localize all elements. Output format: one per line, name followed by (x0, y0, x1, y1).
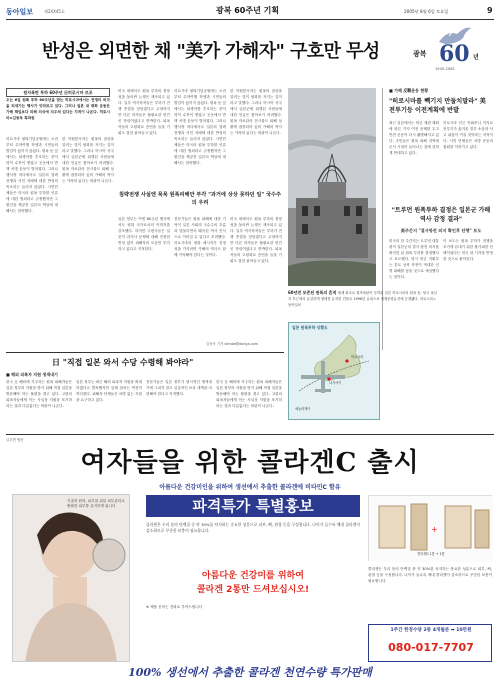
article-column-6: 미국 내에서도 원폭 투하의 정당성을 둘러싼 논쟁은 계속되고 있다. 일부 역사학자들은 투하가 전쟁 종결을 앞당겼다고 주장하지만 다른 학자들은 불필요한 민간인 학살이었다고 반박한다. 피폭자들의 고령화로 증언을 들을 기회도 점점 줄어들고 있다. (230, 217, 282, 263)
ad-headline: 여자들을 위한 콜라겐C 출시 (80, 448, 420, 478)
photo-caption-title: 60년전 보존된 원폭의 흔적 (288, 290, 337, 295)
photo-caption-text: 세계 최초로 원자폭탄이 투하된 일본 히로시마의 원폭 돔. 당시 폭심지 부근에서 유일하게 형태를 유지한 건물로 1996년 유네스코 세계문화유산에 등재됐다. 히로시마=동아일보 (288, 291, 437, 307)
main-headline: 반성은 외면한 채 "美가 가해자" 구호만 무성 (42, 41, 380, 62)
right-article-body-4: 이 보도는 원폭 투하가 전쟁을 조기에 끝내기 위한 불가피한 선택이었다는 미국 내 시각을 반영한 것으로 풀이된다. (443, 239, 493, 261)
ad-product-image (368, 495, 492, 561)
map-title: 일본 원폭투하 상황도 (292, 325, 328, 330)
article-column-4: 일본 정부는 이번 60주년 행사에서도 평화 국가로서의 이미지를 강조했다. 하지만 주변국들은 일본이 과거사 문제에 대해 진정한 반성 없이 피해자의 모습만 부각하고 있다고 지적한다. (118, 217, 170, 251)
bottom-article-title: 日 "직접 일본 와서 수당 수령해 봐야라" (52, 358, 194, 367)
anniversary-number: 60 (439, 41, 470, 67)
section-title: 광복 60주년 기획 (216, 6, 280, 15)
ad-model-caption: 기술비 탄력, 피부를 위한 피부관리로 팔팔한 피부를 유지하게 됩니다 (67, 499, 125, 508)
section-rule (6, 352, 284, 353)
bottom-article-body-4: 한국 등 해외에 거주하는 원폭 피해자들은 일본 정부의 지원을 받기 위해 직접 일본을 방문해야 하는 불편을 겪고 있다. 고령의 피폭자들에게 이는 사실상 지원을 포기하라는 것과 다름없다는 비판이 나온다. (216, 380, 282, 408)
article-subhead: 침략전쟁 사실엔 묵묵 원폭피해만 부각 "과거에 상상 못하던 일" 국수주의 우려 (119, 192, 281, 206)
ad-price-text: 1주간 한정수량 2통 4개월분 ➡ 10만원 (390, 628, 472, 633)
article-column-3: 미국 내에서도 원폭 투하의 정당성을 둘러싼 논쟁은 계속되고 있다. 일부 역사학자들은 투하가 전쟁 종결을 앞당겼다고 주장하지만 다른 학자들은 불필요한 민간인 학살이었다고 반박한다. 피폭자들의 고령화로 증언을 들을 기회도 점점 줄어들고 있다. (118, 89, 170, 135)
issue-number: 제2XX45호 (44, 9, 65, 14)
ad-body: 콜라겐은 우리 몸의 단백질 중 약 30%를 차지하는 중요한 성분으로 피부, 뼈, 관절 등을 구성합니다. 나이가 들수록 체내 콜라겐이 감소하므로 꾸준한 보충이 필요합니다. (146, 522, 360, 533)
right-article-body-2: 히로시마 인근 이와쿠니 기지로 전투기가 옮겨올 경우 소음과 사고 위험이 커질 것이라는 지적이다. 시민 단체들은 서명 운동과 집회를 이어가고 있다. (443, 121, 493, 149)
map-label-nagasaki: 나가사키 (329, 381, 342, 385)
right-article-subtitle-2: 美주간지 "결사항전 의지 확인후 단행" 보도 (400, 228, 482, 233)
article-column-5: 전문가들은 원폭 피해에 대한 기억이 일본 사회의 국수주의 흐름과 맞물리면서 왜곡된 역사 인식으로 이어질 수 있다고 우려했다. 히로시마의 평화 메시지가 진정성을 가지려면 가해의 역사도 함께 기억해야 한다는 것이다. (174, 217, 226, 257)
ad-event-line-1: 아름다운 건강미를 위하여 (202, 571, 304, 581)
anniversary-suffix: 년 (473, 54, 479, 61)
genbaku-dome-photo (288, 88, 376, 286)
bombing-map (288, 322, 380, 420)
right-article-body-3: 미국의 한 주간지는 트루먼 대통령이 일본군의 결사 항전 의지를 확인한 뒤 원폭 투하를 결정했다고 보도했다. 당시 미군 지휘부는 본토 상륙 작전이 막대한 인명 피해를 낳을 것으로 예상했다는 것이다. (389, 239, 439, 279)
ad-subline: 아름다운 건강미인을 위하여 생선에서 추출한 콜라겐에 비타민C 함유 (159, 484, 341, 491)
bottom-article (6, 358, 284, 428)
article-column-2: 한 자원봉사자는 원폭의 참상을 알리는 것이 평화를 지키는 길이라고 말했다. 그러나 아시아 각국에서 일본군에 희생된 사람들에 대한 언급은 찾아보기 어려웠다. 원폭 자료관의 전시물도 피해 상황에 집중되어 있어 가해의 역사는 가려져 있다는 비판이 나온다. (62, 137, 114, 183)
newspaper-logo: 동아일보 (6, 7, 34, 16)
photo-caption (288, 290, 438, 316)
ad-notes: ※ 제품 문의는 전화로 부탁드립니다 (146, 605, 203, 609)
bottom-article-sub: ■ 해외 피폭자 지원 생색내기 (6, 372, 58, 377)
ad-event-line-2: 콜라겐 2통만 드셔보십시오! (196, 585, 310, 595)
right-article-kicker: ■ 가해 反戰운동 현황 (389, 88, 429, 93)
anniversary-logo (413, 24, 493, 76)
collagen-ad (6, 438, 494, 686)
article-column-1: 히로시마 평화기념공원에는 오전부터 수학여행 학생과 시민들의 발길이 끊이지 않았다. 원폭 돔 앞에서는 희생자를 추모하는 종이학이 수북이 쌓였고 곳곳에서 반핵 서명 운동이 벌어졌다. 그러나 행사장 어디에서도 일본의 침략 전쟁과 식민 지배에 대한 반성의 목소리는 들리지 않았다. 시민단체들은 미국의 원폭 투하를 인류에 대한 범죄라고 규정했지만 그 원인을 제공한 일본의 책임에 대해서는 침묵했다. (6, 137, 58, 213)
ad-tag: 클루겐 협찬 (6, 438, 24, 442)
right-article-title-2: "트루먼 원폭투하 결정은 일본군 가해역사 감정 결과" (391, 207, 491, 223)
article-lead: 오는 6일 원폭 투하 60주년을 맞는 히로시마에서는 전쟁의 비극을 되새기는 행사가 잇따르고 있다. 그러나 일본 내 평화 운동은 가해 책임보다 피해 의식에 치우쳐 있다는 지적이 나온다. 히로시마=김동욱 특파원 (6, 98, 110, 120)
article-byline: 김동욱 기자 kimdw@donga.com (206, 342, 258, 346)
bottom-article-body-3: 전문가들은 일본 정부가 형식적인 생색내기에 그치지 말고 실질적인 보상 대책을 마련해야 한다고 지적했다. (146, 380, 212, 396)
svg-text:+: + (431, 525, 438, 534)
article-column-3c: 한 자원봉사자는 원폭의 참상을 알리는 것이 평화를 지키는 길이라고 말했다. 그러나 아시아 각국에서 일본군에 희생된 사람들에 대한 언급은 찾아보기 어려웠다. 원폭 자료관의 전시물도 피해 상황에 집중되어 있어 가해의 역사는 가려져 있다는 비판이 나온다. (230, 89, 282, 135)
ad-divider (6, 434, 494, 435)
ad-model-image (12, 494, 130, 662)
map-graphic (289, 331, 381, 419)
bottom-article-body-1: 한국 등 해외에 거주하는 원폭 피해자들은 일본 정부의 지원을 받기 위해 직접 일본을 방문해야 하는 불편을 겪고 있다. 고령의 피폭자들에게 이는 사실상 지원을 포기하라는 것과 다름없다는 비판이 나온다. (6, 380, 72, 408)
map-label-hiroshima: 히로시마 (351, 355, 364, 359)
left-article (6, 88, 284, 350)
header-rule (6, 19, 494, 20)
issue-date: 2005년 8월 6일 토요일 (404, 9, 449, 14)
anniversary-label: 광복 (413, 50, 427, 58)
page-number: 9 (487, 6, 493, 15)
bottom-article-body-2: 일본 정부는 최근 해외 피폭자 지원을 확대하겠다고 발표했지만 실제 절차는 여전히 까다롭다. 피해자 단체들은 차별 없는 지원을 요구하고 있다. (76, 380, 142, 402)
ad-product-caption: 콜라겐C 1통 + 1통 (417, 552, 445, 556)
ad-price-box (368, 624, 492, 662)
ad-product-details: 콜라겐은 우리 몸의 단백질 중 약 30%를 차지하는 중요한 성분으로 피부, 뼈, 관절 등을 구성합니다. 나이가 들수록 체내 콜라겐이 감소하므로 꾸준한 보충이 필요합니다. (368, 567, 492, 583)
right-article-body-1: 최근 일본에서는 미군 재편 계획에 따른 기지 이전 문제를 두고 반전 운동이 다시 활발해지고 있다. 주민들은 원폭 피해 지역에 군사 시설이 늘어나는 것에 강하게 반대하고 있다. (389, 121, 439, 155)
article-kicker: 원자폭탄 투하 60주년 日히로시마 르포 (6, 88, 110, 97)
ad-phone-number[interactable]: 080-017-7707 (388, 641, 474, 654)
article-column-3b: 히로시마 평화기념공원에는 오전부터 수학여행 학생과 시민들의 발길이 끊이지 않았다. 원폭 돔 앞에서는 희생자를 추모하는 종이학이 수북이 쌓였고 곳곳에서 반핵 서명 운동이 벌어졌다. 그러나 행사장 어디에서도 일본의 침략 전쟁과 식민 지배에 대한 반성의 목소리는 들리지 않았다. 시민단체들은 미국의 원폭 투하를 인류에 대한 범죄라고 규정했지만 그 원인을 제공한 일본의 책임에 대해서는 침묵했다. (174, 89, 226, 165)
anniversary-years: 1945-2005 (435, 67, 455, 71)
map-label-enola-gay: 에놀라게이 (295, 407, 311, 411)
page-header (6, 6, 494, 18)
right-article-title: "히로시마를 빽기지 만둡치말라" 美 전투기등 이전계획에 반발 (389, 98, 486, 114)
ad-banner: 파격특가 특별홍보 (146, 495, 360, 517)
ad-footer: 100% 생선에서 추출한 콜라겐 천연수량 특가판매 (128, 666, 372, 679)
